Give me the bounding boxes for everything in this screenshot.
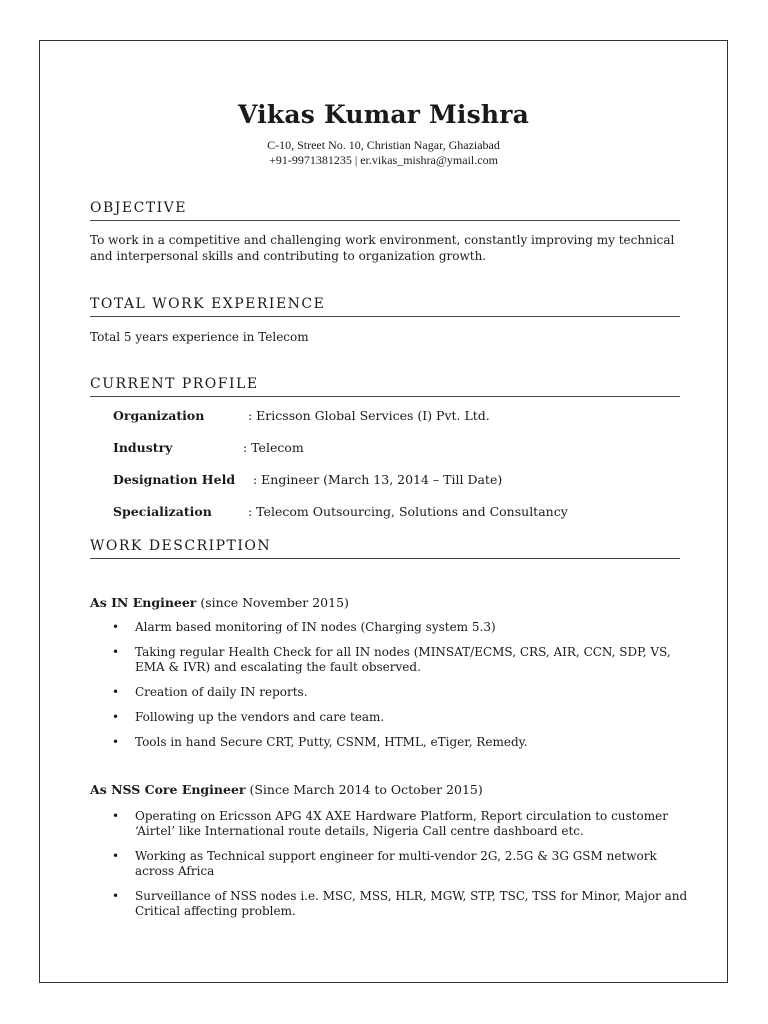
role-title [90,782,483,797]
list-item: • Operating on Ericsson APG 4X AXE Hardware Platform, Report circulation to customer ‘Airtel’ like International route details, Nigeria Call centre dashboard etc. [90,809,690,839]
profile-row-industry [113,440,304,455]
address: C-10, Street No. 10, Christian Nagar, Ghaziabad [267,138,500,152]
profile-label: Specialization [113,504,212,519]
profile-section [90,376,680,397]
list-item: • Creation of daily IN reports. [90,685,690,700]
resume-page [39,40,728,983]
objective-section [90,200,680,221]
profile-value: : Engineer (March 13, 2014 – Till Date) [253,472,503,487]
objective-text: To work in a competitive and challenging work environment, constantly improving my technical and interpersonal skills and contributing to organization growth. [90,233,675,263]
role-period: (since November 2015) [196,595,349,610]
role-title [90,595,349,610]
role-name: As NSS Core Engineer [90,782,246,797]
list-item: • Taking regular Health Check for all IN nodes (MINSAT/ECMS, CRS, AIR, CCN, SDP, VS, EMA & IVR) and escalating the fault observed. [90,645,690,675]
profile-row-organization [113,408,490,423]
candidate-name: Vikas Kumar Mishra [237,100,530,129]
list-item: • Alarm based monitoring of IN nodes (Charging system 5.3) [90,620,690,635]
profile-value: : Telecom Outsourcing, Solutions and Consultancy [248,504,568,519]
contact-info: +91-9971381235 | er.vikas_mishra@ymail.com [269,153,498,167]
list-item: • Working as Technical support engineer for multi-vendor 2G, 2.5G & 3G GSM network across Africa [90,849,690,879]
list-item: • Following up the vendors and care team. [90,710,690,725]
profile-value: : Ericsson Global Services (I) Pvt. Ltd. [248,408,490,423]
profile-heading: CURRENT PROFILE [90,376,680,397]
objective-heading: OBJECTIVE [90,200,680,221]
profile-row-specialization [113,504,568,519]
experience-text: Total 5 years experience in Telecom [90,330,309,344]
role-bullet-list [90,620,690,760]
profile-value: : Telecom [243,440,304,455]
work-heading: WORK DESCRIPTION [90,538,680,559]
profile-label: Designation Held [113,472,236,487]
list-item: • Surveillance of NSS nodes i.e. MSC, MSS, HLR, MGW, STP, TSC, TSS for Minor, Major and Critical affecting problem. [90,889,690,919]
role-bullet-list [90,809,690,929]
profile-row-designation [113,472,502,487]
work-section [90,538,680,559]
role-name: As IN Engineer [90,595,197,610]
list-item: • Tools in hand Secure CRT, Putty, CSNM, HTML, eTiger, Remedy. [90,735,690,750]
experience-section [90,296,680,317]
profile-label: Industry [113,440,173,455]
profile-label: Organization [113,408,205,423]
role-period: (Since March 2014 to October 2015) [245,782,483,797]
experience-heading: TOTAL WORK EXPERIENCE [90,296,680,317]
